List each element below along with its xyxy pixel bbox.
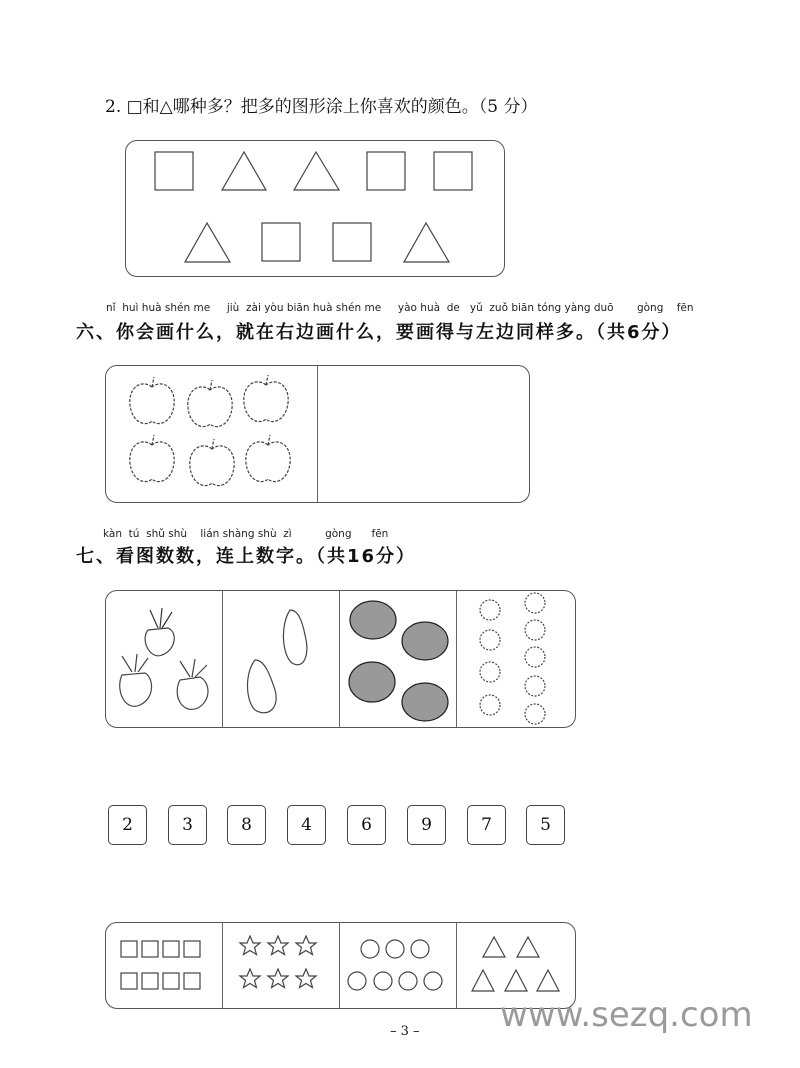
number-box[interactable]: 5 (526, 805, 565, 845)
shapes-row (155, 152, 472, 262)
q6-title: 六、你会画什么，就在右边画什么，要画得与左边同样多。（共6分） (76, 322, 682, 343)
radishes (120, 608, 208, 709)
triangle-shape (222, 152, 266, 190)
stars (240, 936, 316, 988)
small-apples (480, 593, 545, 724)
watermark: www.sezq.com (500, 995, 753, 1035)
apples (130, 375, 290, 486)
eggplants (248, 610, 307, 713)
number-box[interactable]: 6 (347, 805, 386, 845)
square-shape (367, 152, 405, 190)
square-shape (155, 152, 193, 190)
pumpkins (349, 601, 448, 721)
triangle-shape (404, 223, 449, 262)
square-shape (434, 152, 472, 190)
number-box[interactable]: 4 (287, 805, 326, 845)
small-squares (121, 941, 200, 989)
square-shape (262, 223, 300, 261)
number-box[interactable]: 2 (108, 805, 147, 845)
number-box[interactable]: 7 (467, 805, 506, 845)
square-shape (333, 223, 371, 261)
q7-title: 七、看图数数，连上数字。（共16分） (76, 546, 417, 567)
number-box[interactable]: 8 (227, 805, 266, 845)
number-box[interactable]: 9 (407, 805, 446, 845)
q7-pinyin: kàn tú shǔ shù lián shàng shù zì gòng fēn (103, 528, 389, 540)
circles (348, 940, 442, 990)
triangle-shape (185, 223, 230, 262)
triangles (472, 937, 559, 991)
number-box[interactable]: 3 (168, 805, 207, 845)
q6-pinyin: nǐ huì huà shén me jiù zài yòu biān huà shén me yào huà de yǔ zuǒ biān tóng yàng duō gòng fēn (106, 302, 694, 314)
page-number: – 3 – (390, 1024, 420, 1039)
triangle-shape (294, 152, 339, 190)
q2-title: 2. □和△哪种多？把多的图形涂上你喜欢的颜色。（5 分） (105, 97, 538, 117)
